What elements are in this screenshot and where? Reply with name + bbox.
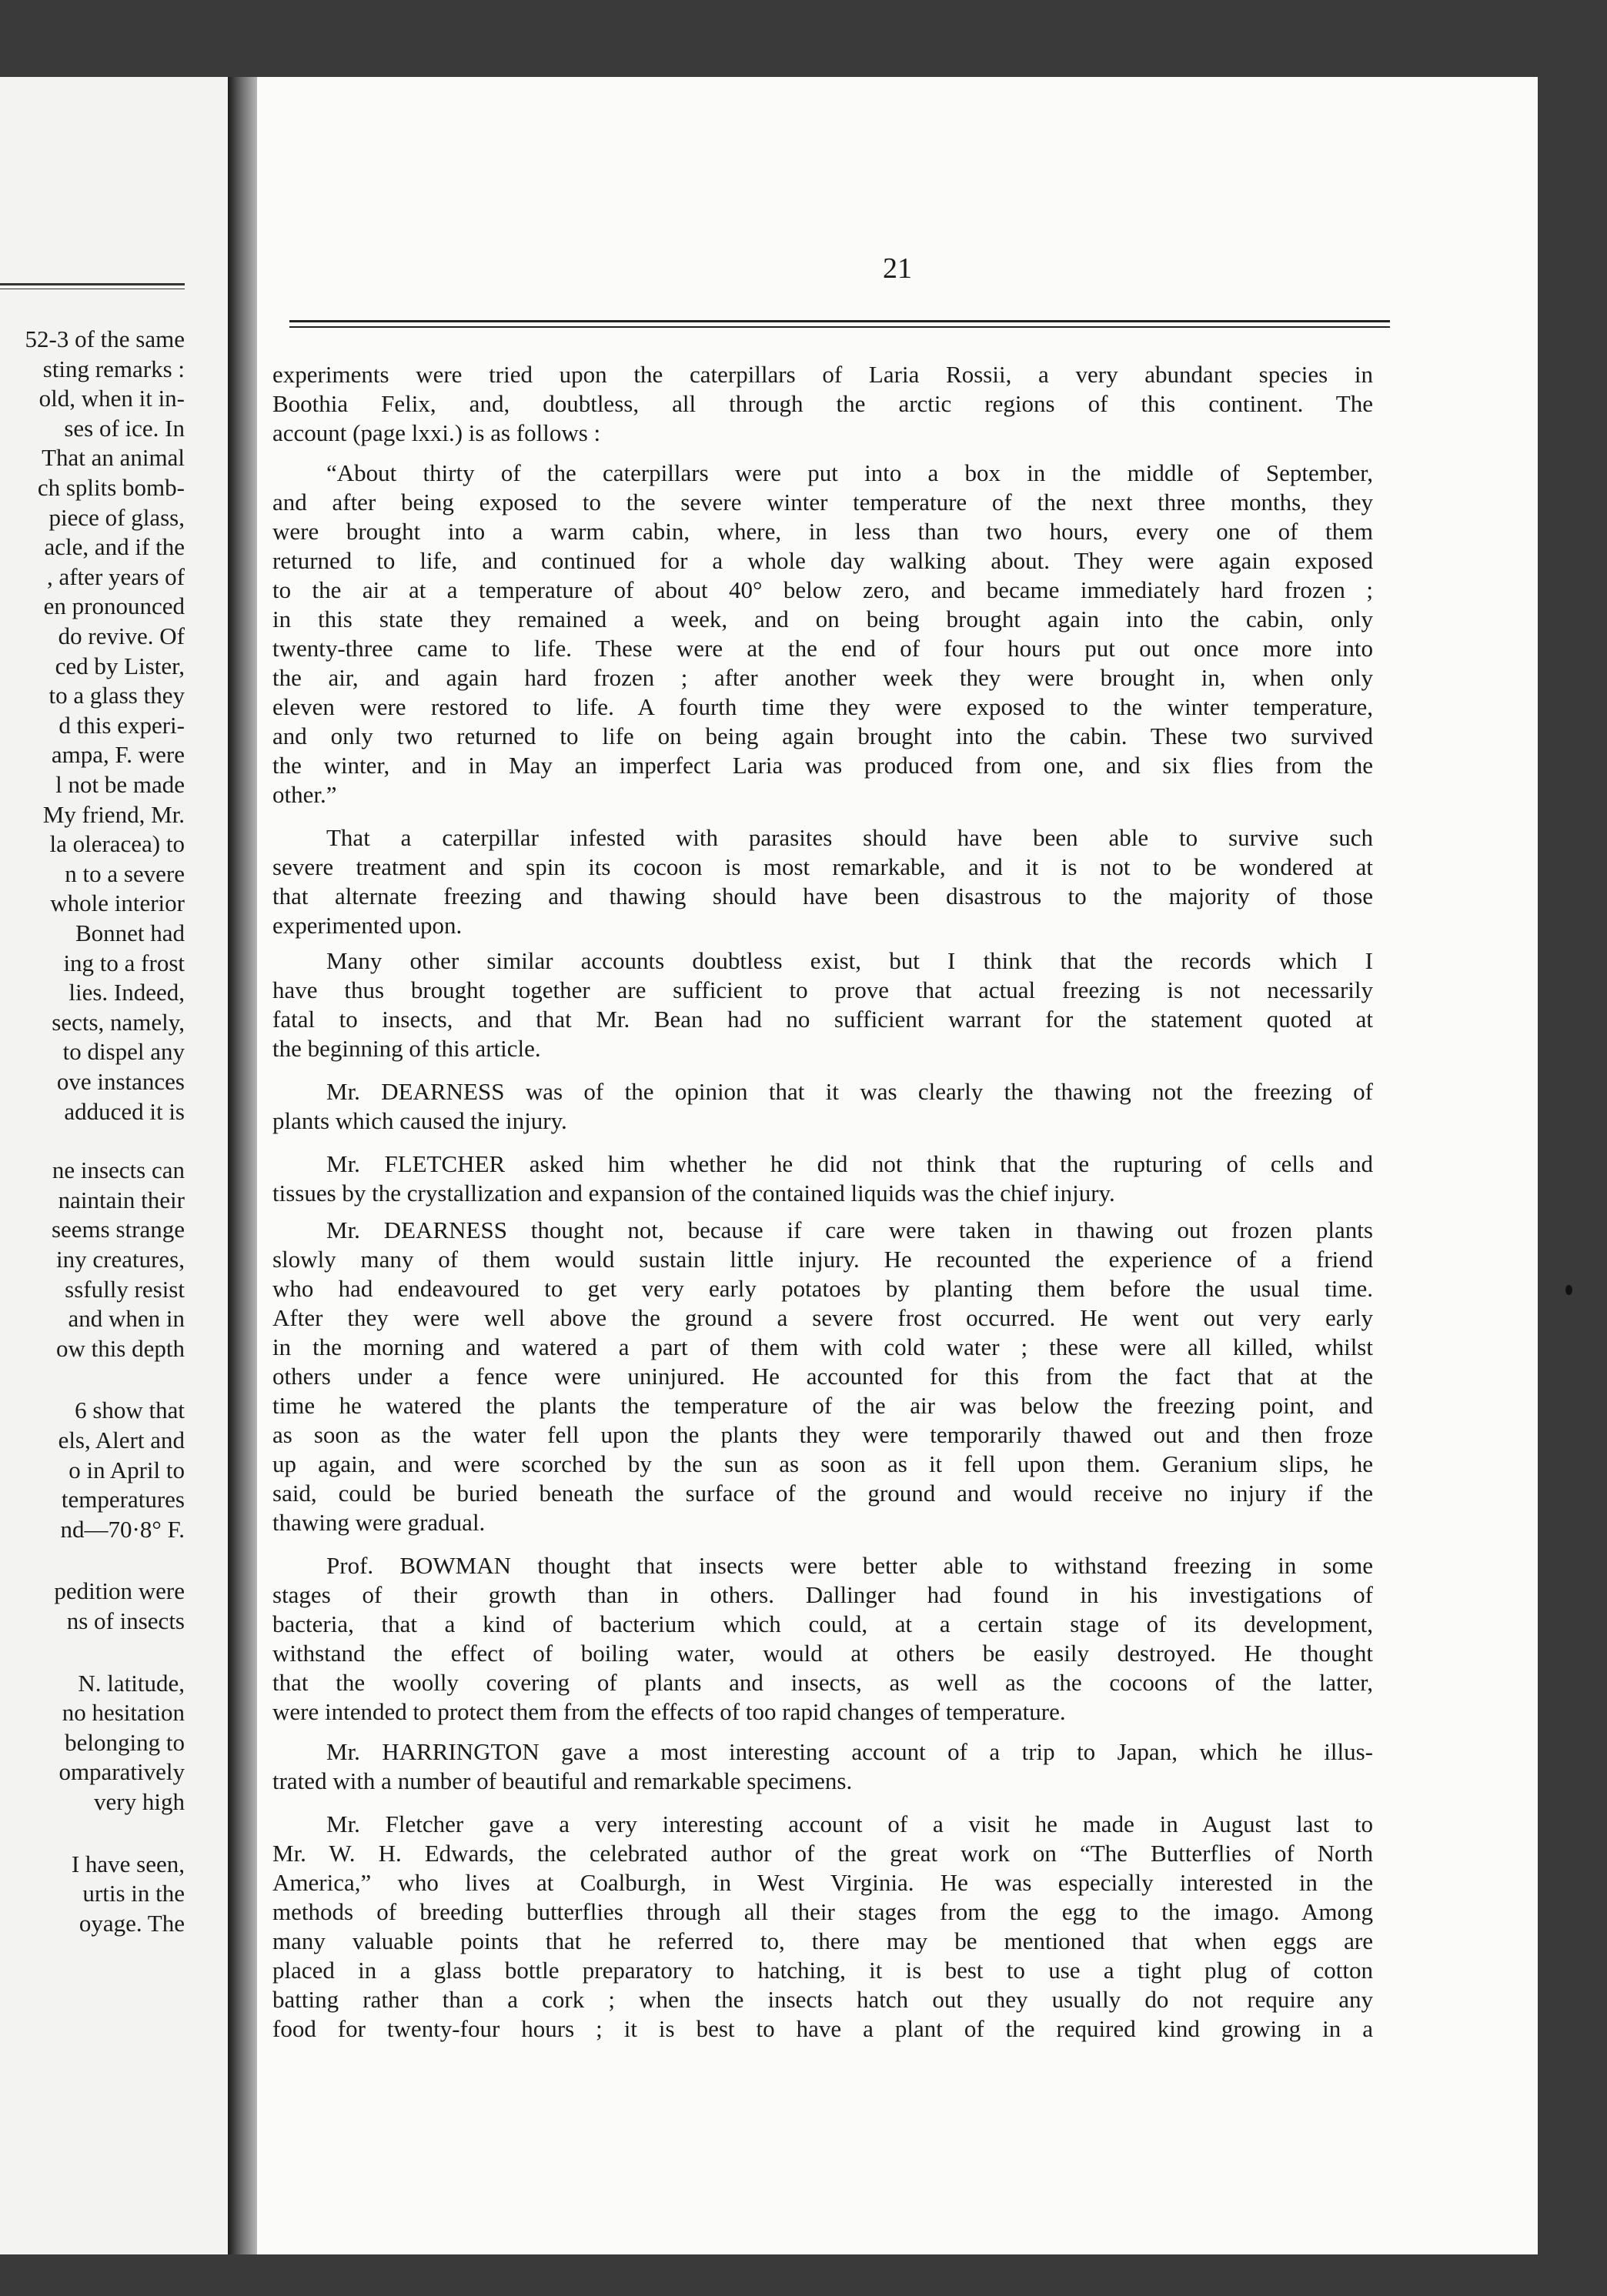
left-text-line: My friend, Mr. bbox=[42, 800, 185, 828]
left-text-line: d this experi- bbox=[58, 711, 185, 739]
text-line: experimented upon. bbox=[272, 912, 463, 939]
left-text-line: piece of glass, bbox=[48, 503, 185, 531]
text-line: thawing were gradual. bbox=[272, 1509, 486, 1536]
text-line: severe treatment and spin its cocoon is most remarkable, and it is not to be wondered at bbox=[272, 853, 1373, 880]
left-text-line: to dispel any bbox=[62, 1038, 185, 1066]
left-text-line: whole interior bbox=[50, 889, 185, 917]
left-text-line: ow this depth bbox=[55, 1334, 185, 1362]
text-line: were brought into a warm cabin, where, in less than two hours, every one of them bbox=[272, 518, 1373, 545]
text-line: That a caterpillar infested with parasites should have been able to survive such bbox=[326, 824, 1373, 851]
left-text-line: old, when it in- bbox=[38, 385, 185, 412]
left-text-line: naintain their bbox=[58, 1186, 185, 1213]
text-line: that the woolly covering of plants and insects, as well as the cocoons of the latter, bbox=[272, 1669, 1373, 1696]
text-line: trated with a number of beautiful and remarkable specimens. bbox=[272, 1767, 853, 1794]
text-line: batting rather than a cork ; when the insects hatch out they usually do not require any bbox=[272, 1986, 1373, 2013]
text-line: said, could be buried beneath the surface of the ground and would receive no injury if the bbox=[272, 1480, 1373, 1507]
left-text-line: ch splits bomb- bbox=[37, 474, 185, 501]
text-line: many valuable points that he referred to, there may be mentioned that when eggs are bbox=[272, 1927, 1373, 1954]
left-text-line: do revive. Of bbox=[58, 622, 185, 649]
text-line: food for twenty-four hours ; it is best to have a plant of the required kind growing in a bbox=[272, 2015, 1373, 2042]
left-text-line: sects, namely, bbox=[52, 1008, 185, 1036]
left-text-line: ced by Lister, bbox=[55, 652, 185, 679]
left-text-line: sting remarks : bbox=[42, 355, 185, 382]
text-line: were intended to protect them from the effects of too rapid changes of temperature. bbox=[272, 1698, 1066, 1725]
left-text-line: l not be made bbox=[55, 771, 185, 798]
left-text-line: pedition were bbox=[54, 1577, 185, 1605]
text-line: who had endeavoured to get very early potatoes by planting them before the usual time. bbox=[272, 1275, 1373, 1302]
left-text-line: oyage. The bbox=[79, 1909, 185, 1937]
left-text-line: ssfully resist bbox=[65, 1275, 185, 1303]
text-line: and only two returned to life on being again brought into the cabin. These two survived bbox=[272, 723, 1373, 749]
left-text-line: urtis in the bbox=[82, 1880, 185, 1907]
text-line: After they were well above the ground a severe frost occurred. He went out very early bbox=[272, 1304, 1373, 1331]
text-line: methods of breeding butterflies through all their stages from the egg to the imago. Among bbox=[272, 1898, 1373, 1925]
header-double-rule bbox=[289, 320, 1390, 328]
text-line: withstand the effect of boiling water, would at others be easily destroyed. He thought bbox=[272, 1640, 1373, 1667]
text-line: in the morning and watered a part of them with cold water ; these were all killed, whilst bbox=[272, 1333, 1373, 1360]
page-speck bbox=[1565, 1285, 1572, 1295]
text-line: placed in a glass bottle preparatory to hatching, it is best to use a tight plug of cotton bbox=[272, 1957, 1373, 1984]
text-line: experiments were tried upon the caterpillars of Laria Rossii, a very abundant species in bbox=[272, 361, 1373, 388]
left-text-line: belonging to bbox=[65, 1728, 185, 1756]
left-text-line: , after years of bbox=[46, 562, 185, 590]
text-line: others under a fence were uninjured. He accounted for this from the fact that at the bbox=[272, 1363, 1373, 1390]
text-line: Mr. DEARNESS was of the opinion that it was clearly the thawing not the freezing of bbox=[326, 1078, 1373, 1105]
text-line: “About thirty of the caterpillars were put into a box in the middle of September, bbox=[326, 459, 1373, 486]
left-text-line: ne insects can bbox=[52, 1156, 185, 1184]
text-line: that alternate freezing and thawing should have been disastrous to the majority of those bbox=[272, 883, 1373, 909]
left-text-line: ampa, F. were bbox=[51, 741, 185, 769]
left-text-line: I have seen, bbox=[71, 1850, 185, 1877]
left-text-line: els, Alert and bbox=[58, 1427, 185, 1453]
left-text-line: very high bbox=[94, 1788, 185, 1815]
left-text-line: 52-3 of the same bbox=[25, 325, 185, 352]
text-line: other.” bbox=[272, 781, 337, 808]
text-line: twenty-three came to life. These were at the end of four hours put out once more into bbox=[272, 635, 1373, 662]
left-text-line: 6 show that bbox=[75, 1397, 185, 1424]
text-line: America,” who lives at Coalburgh, in West Virginia. He was especially interested in the bbox=[272, 1869, 1373, 1896]
left-text-line: ing to a frost bbox=[63, 949, 185, 976]
left-text-line: to a glass they bbox=[48, 682, 185, 709]
left-text-line: Bonnet had bbox=[75, 919, 185, 946]
text-line: tissues by the crystallization and expansion of the contained liquids was the chief injury. bbox=[272, 1180, 1115, 1206]
text-line: Mr. DEARNESS thought not, because if care were taken in thawing out frozen plants bbox=[326, 1216, 1373, 1243]
left-text-line: and when in bbox=[68, 1305, 185, 1333]
left-text-line: N. latitude, bbox=[78, 1669, 185, 1697]
left-text-line: n to a severe bbox=[65, 859, 185, 887]
left-text-line: That an animal bbox=[42, 444, 185, 472]
text-line: have thus brought together are sufficient to prove that actual freezing is not necessarily bbox=[272, 976, 1373, 1003]
left-text-line: la oleracea) to bbox=[49, 830, 185, 858]
left-text-line: nd—70·8° F. bbox=[60, 1515, 185, 1543]
left-text-line: ses of ice. In bbox=[64, 414, 185, 442]
left-text-line: ns of insects bbox=[66, 1607, 185, 1634]
left-text-line: no hesitation bbox=[62, 1699, 185, 1727]
left-text-line: temperatures bbox=[61, 1486, 185, 1513]
text-line: account (page lxxi.) is as follows : bbox=[272, 419, 601, 446]
text-line: Mr. FLETCHER asked him whether he did not think that the rupturing of cells and bbox=[326, 1150, 1373, 1177]
left-text-line: omparatively bbox=[58, 1758, 185, 1786]
left-text-line: acle, and if the bbox=[44, 533, 185, 561]
text-line: and after being exposed to the severe winter temperature of the next three months, they bbox=[272, 489, 1373, 516]
left-text-line: iny creatures, bbox=[56, 1246, 185, 1273]
left-text-line: lies. Indeed, bbox=[68, 979, 185, 1006]
text-line: Prof. BOWMAN thought that insects were better able to withstand freezing in some bbox=[326, 1552, 1373, 1579]
text-line: the winter, and in May an imperfect Laria was produced from one, and six flies from the bbox=[272, 752, 1373, 779]
text-line: time he watered the plants the temperature of the air was below the freezing point, and bbox=[272, 1392, 1373, 1419]
page-number: 21 bbox=[883, 252, 912, 285]
text-line: in this state they remained a week, and on being brought again into the cabin, only bbox=[272, 606, 1373, 632]
left-text-line: adduced it is bbox=[64, 1097, 185, 1125]
right-page bbox=[257, 77, 1538, 2254]
text-line: Boothia Felix, and, doubtless, all through the arctic regions of this continent. The bbox=[272, 390, 1373, 417]
left-text-line: o in April to bbox=[68, 1456, 185, 1483]
left-text-line: ove instances bbox=[56, 1068, 185, 1095]
text-line: plants which caused the injury. bbox=[272, 1107, 567, 1134]
left-page-fragment bbox=[0, 77, 229, 2254]
text-line: Many other similar accounts doubtless exist, but I think that the records which I bbox=[326, 947, 1373, 974]
text-line: fatal to insects, and that Mr. Bean had no sufficient warrant for the statement quoted at bbox=[272, 1006, 1373, 1033]
text-line: the air, and again hard frozen ; after another week they were brought in, when only bbox=[272, 664, 1373, 691]
text-line: up again, and were scorched by the sun as soon as it fell upon them. Geranium slips, he bbox=[272, 1450, 1373, 1477]
text-line: to the air at a temperature of about 40° below zero, and became immediately hard frozen ; bbox=[272, 576, 1373, 603]
text-line: stages of their growth than in others. Dallinger had found in his investigations of bbox=[272, 1581, 1373, 1608]
left-text-line: seems strange bbox=[51, 1216, 185, 1243]
book-gutter-shadow bbox=[228, 77, 259, 2254]
left-page-rule bbox=[0, 283, 185, 289]
text-line: Mr. W. H. Edwards, the celebrated author of the great work on “The Butterflies of North bbox=[272, 1840, 1373, 1867]
text-line: as soon as the water fell upon the plants they were temporarily thawed out and then froze bbox=[272, 1421, 1373, 1448]
text-line: Mr. HARRINGTON gave a most interesting account of a trip to Japan, which he illus- bbox=[326, 1738, 1373, 1765]
text-line: bacteria, that a kind of bacterium which could, at a certain stage of its development, bbox=[272, 1610, 1373, 1637]
text-line: returned to life, and continued for a whole day walking about. They were again exposed bbox=[272, 547, 1373, 574]
text-line: Mr. Fletcher gave a very interesting account of a visit he made in August last to bbox=[326, 1810, 1373, 1837]
text-line: eleven were restored to life. A fourth time they were exposed to the winter temperature, bbox=[272, 693, 1373, 720]
text-line: the beginning of this article. bbox=[272, 1035, 541, 1062]
text-line: slowly many of them would sustain little injury. He recounted the experience of a friend bbox=[272, 1246, 1373, 1273]
left-text-line: en pronounced bbox=[43, 592, 185, 620]
